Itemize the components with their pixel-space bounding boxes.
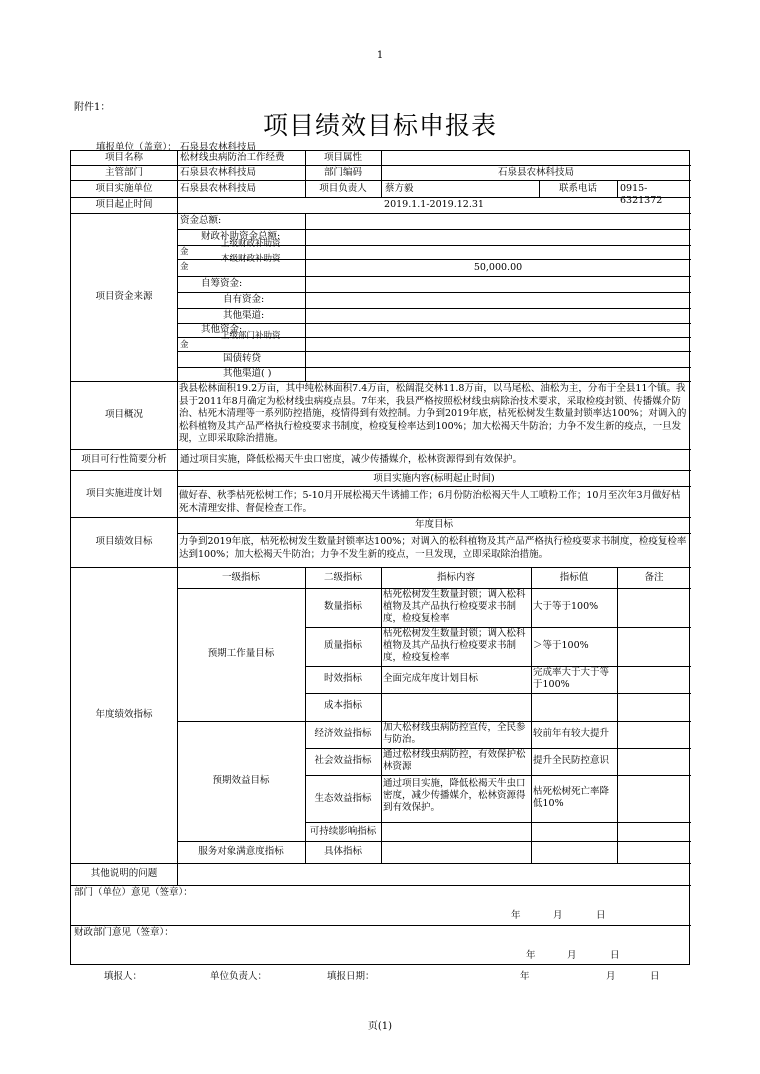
- local-subsidy-amount: 50,000.00: [473, 262, 523, 273]
- indicator-content: 枯死松树发生数量封锁；调入松科植物及其产品执行检疫要求书制度，检疫复检率: [383, 589, 526, 624]
- col-level2-header: 二级指标: [323, 572, 362, 583]
- dept-date-year: 年: [511, 910, 521, 921]
- row-divider: [305, 822, 691, 823]
- perf-target-text: 力争到2019年底，枯死松树发生数量封锁率达100%；对调入的松科植物及其产品严格执行检疫要求书制度，检疫复检率达到100%；加大松褐天牛防治；力争不发生新的疫点，一旦发现，立即采取除治措施。: [179, 536, 687, 560]
- indicators-label: 年度绩效指标: [95, 709, 153, 720]
- indicator-value: 较前年有较大提升: [533, 728, 610, 739]
- funds-section-label: 项目资金来源: [95, 291, 153, 302]
- dept-date-day: 日: [596, 910, 606, 921]
- overview-text: 我县松林面积19.2万亩，其中纯松林面积7.4万亩，松阔混交林11.8万亩，以马尾松、油松为主，分布于全县11个镇。我县于2011年8月确定为松材线虫病疫点县。7年来，我县严格按照松材线虫病除治技术要求，采取检疫封锁、传播媒介防治、枯死木清理等一系列防控措施，疫情得到有效控制。力争到2019年底，枯死松树发生数量封锁率达100%；对调入的松科植物及其产品严格执行检疫要求书制度，检疫复检率达到100%；加大松褐天牛防治；力争不发生新的疫点，一旦发现，立即采取除治措施。: [179, 383, 687, 444]
- impl-unit-value: 石泉县农林科技局: [180, 183, 257, 194]
- column-divider: [381, 567, 382, 863]
- fill-date-label: 填报日期：: [327, 971, 375, 982]
- bond-loan-label: 国债转贷: [223, 353, 262, 364]
- footer-month: 月: [606, 971, 616, 982]
- row-divider: [71, 197, 691, 198]
- phone-label: 联系电话: [558, 183, 597, 194]
- row-divider: [305, 775, 691, 776]
- row-divider: [71, 863, 691, 864]
- indicator-level2: 经济效益指标: [314, 728, 372, 739]
- indicator-content: 通过项目实施，降低松褐天牛虫口密度，减少传播媒介，松林资源得到有效保护。: [383, 778, 526, 813]
- finance-date-year: 年: [526, 950, 536, 961]
- other-channel2-label: 其他渠道( ): [223, 368, 272, 379]
- fill-unit-label: 填报单位（盖章）：: [96, 142, 177, 153]
- col-level1-header: 一级指标: [221, 572, 260, 583]
- feasibility-text: 通过项目实施，降低松褐天牛虫口密度，减少传播媒介，松林资源得到有效保护。: [180, 454, 523, 465]
- upper-subsidy-cont: 金: [180, 247, 189, 257]
- dept-code-label: 部门编码: [323, 167, 362, 178]
- schedule-text: 做好春、秋季枯死松树工作；5-10月开展松褐天牛诱捕工作；6月份防治松褐天牛人工喷粉工作；10月至次年3月做好枯死木清理安排、督促检查工作。: [179, 490, 681, 514]
- finance-opinion-label: 财政部门意见（签章）：: [74, 927, 174, 938]
- upper-dept-subsidy-cont: 金: [180, 340, 189, 350]
- indicator-level2: 数量指标: [323, 601, 362, 612]
- indicator-level2: 具体指标: [323, 846, 362, 857]
- indicator-level2: 社会效益指标: [314, 755, 372, 766]
- period-value: 2019.1.1-2019.12.31: [384, 199, 484, 210]
- unit-leader-label: 单位负责人：: [210, 971, 268, 982]
- finance-date-month: 月: [567, 950, 577, 961]
- other-funds-label: 其他资金:: [201, 324, 243, 335]
- footer-day: 日: [650, 971, 660, 982]
- declaration-table: [70, 150, 690, 965]
- indicator-level2: 可持续影响指标: [309, 826, 377, 837]
- schedule-label: 项目实施进度计划: [85, 488, 162, 499]
- row-divider: [305, 666, 691, 667]
- row-divider: [71, 213, 691, 214]
- self-raised-label: 自筹资金:: [201, 278, 243, 289]
- group-benefit: 预期效益目标: [212, 775, 270, 786]
- row-divider: [177, 533, 691, 534]
- indicator-level2: 时效指标: [323, 673, 362, 684]
- perf-target-label: 项目绩效目标: [95, 536, 153, 547]
- indicator-level2: 生态效益指标: [314, 793, 372, 804]
- group-workload: 预期工作量目标: [207, 648, 275, 659]
- dept-date-month: 月: [553, 910, 563, 921]
- page-footer: 页(1): [367, 1021, 393, 1032]
- row-divider: [177, 486, 691, 487]
- column-divider: [305, 213, 306, 381]
- indicator-content: 通过松材线虫病防控，有效保护松林资源: [383, 749, 526, 772]
- indicator-value: 大于等于100%: [533, 601, 599, 612]
- row-divider: [177, 351, 691, 352]
- group-satisfaction: 服务对象满意度指标: [198, 846, 284, 857]
- col-note-header: 备注: [644, 572, 664, 583]
- leader-label: 项目负责人: [319, 183, 367, 194]
- row-divider: [177, 229, 691, 230]
- dept-value: 石泉县农林科技局: [180, 167, 257, 178]
- impl-unit-label: 项目实施单位: [95, 183, 153, 194]
- row-divider: [305, 693, 691, 694]
- period-label: 项目起止时间: [95, 199, 153, 210]
- subsidy-total-label: 财政补助资金总额:: [201, 231, 281, 242]
- page-number: 1: [376, 50, 384, 61]
- indicator-content: 加大松材线虫病防控宣传，全民参与防治。: [383, 722, 526, 745]
- footer-year: 年: [520, 971, 530, 982]
- upper-subsidy-label: 上级财政补助资: [221, 239, 281, 249]
- row-divider: [71, 925, 691, 926]
- leader-value: 蔡方毅: [385, 183, 414, 194]
- finance-date-day: 日: [610, 950, 620, 961]
- indicator-value: 枯死松树死亡率降低10%: [533, 786, 610, 809]
- row-divider: [177, 276, 691, 277]
- row-divider: [71, 449, 691, 450]
- col-value-header: 指标值: [559, 572, 589, 583]
- row-divider: [177, 308, 691, 309]
- column-divider: [617, 567, 618, 863]
- project-name-value: 松材线虫病防治工作经费: [180, 152, 285, 163]
- filler-label: 填报人：: [104, 971, 143, 982]
- phone-value: 0915-6321372: [620, 183, 663, 206]
- column-divider: [617, 181, 618, 197]
- overview-label: 项目概况: [104, 409, 143, 420]
- indicator-level2: 质量指标: [323, 640, 362, 651]
- dept-opinion-label: 部门（单位）意见（签章）：: [74, 887, 193, 898]
- col-content-header: 指标内容: [436, 572, 475, 583]
- project-name-label: 项目名称: [104, 152, 143, 163]
- indicator-value: 完成率大于大于等于100%: [533, 667, 610, 690]
- indicator-value: ＞等于100%: [533, 640, 589, 651]
- indicator-value: 提升全民防控意识: [533, 755, 610, 766]
- dept-label: 主管部门: [104, 167, 143, 178]
- upper-dept-subsidy-label: 上级部门补助资: [221, 331, 281, 341]
- funds-total-label: 资金总额:: [180, 215, 222, 226]
- attachment-label: 附件1：: [74, 102, 111, 113]
- indicator-content: 全面完成年度计划目标: [383, 673, 479, 684]
- project-attr-label: 项目属性: [323, 152, 362, 163]
- row-divider: [71, 470, 691, 471]
- row-divider: [71, 381, 691, 382]
- local-subsidy-cont: 金: [180, 262, 189, 272]
- perf-target-header: 年度目标: [414, 519, 453, 530]
- page-title: 项目绩效目标申报表: [262, 111, 497, 140]
- other-channels-label: 其他渠道:: [223, 310, 265, 321]
- row-divider: [71, 517, 691, 518]
- other-notes-label: 其他说明的问题: [90, 868, 158, 879]
- feasibility-label: 项目可行性简要分析: [81, 454, 167, 465]
- row-divider: [177, 841, 691, 842]
- row-divider: [177, 292, 691, 293]
- column-divider: [531, 567, 532, 863]
- fill-unit-value: 石泉县农林科技局: [180, 142, 257, 153]
- schedule-header: 项目实施内容(标明起止时间): [373, 473, 495, 484]
- row-divider: [177, 323, 691, 324]
- indicator-level2: 成本指标: [323, 700, 362, 711]
- dept-code-value: 石泉县农林科技局: [497, 167, 574, 178]
- row-divider: [71, 885, 691, 886]
- own-funds-label: 自有资金:: [223, 294, 265, 305]
- indicator-content: 枯死松树发生数量封锁；调入松科植物及其产品执行检疫要求书制度，检疫复检率: [383, 628, 526, 663]
- local-subsidy-label: 本级财政补助资: [221, 254, 281, 264]
